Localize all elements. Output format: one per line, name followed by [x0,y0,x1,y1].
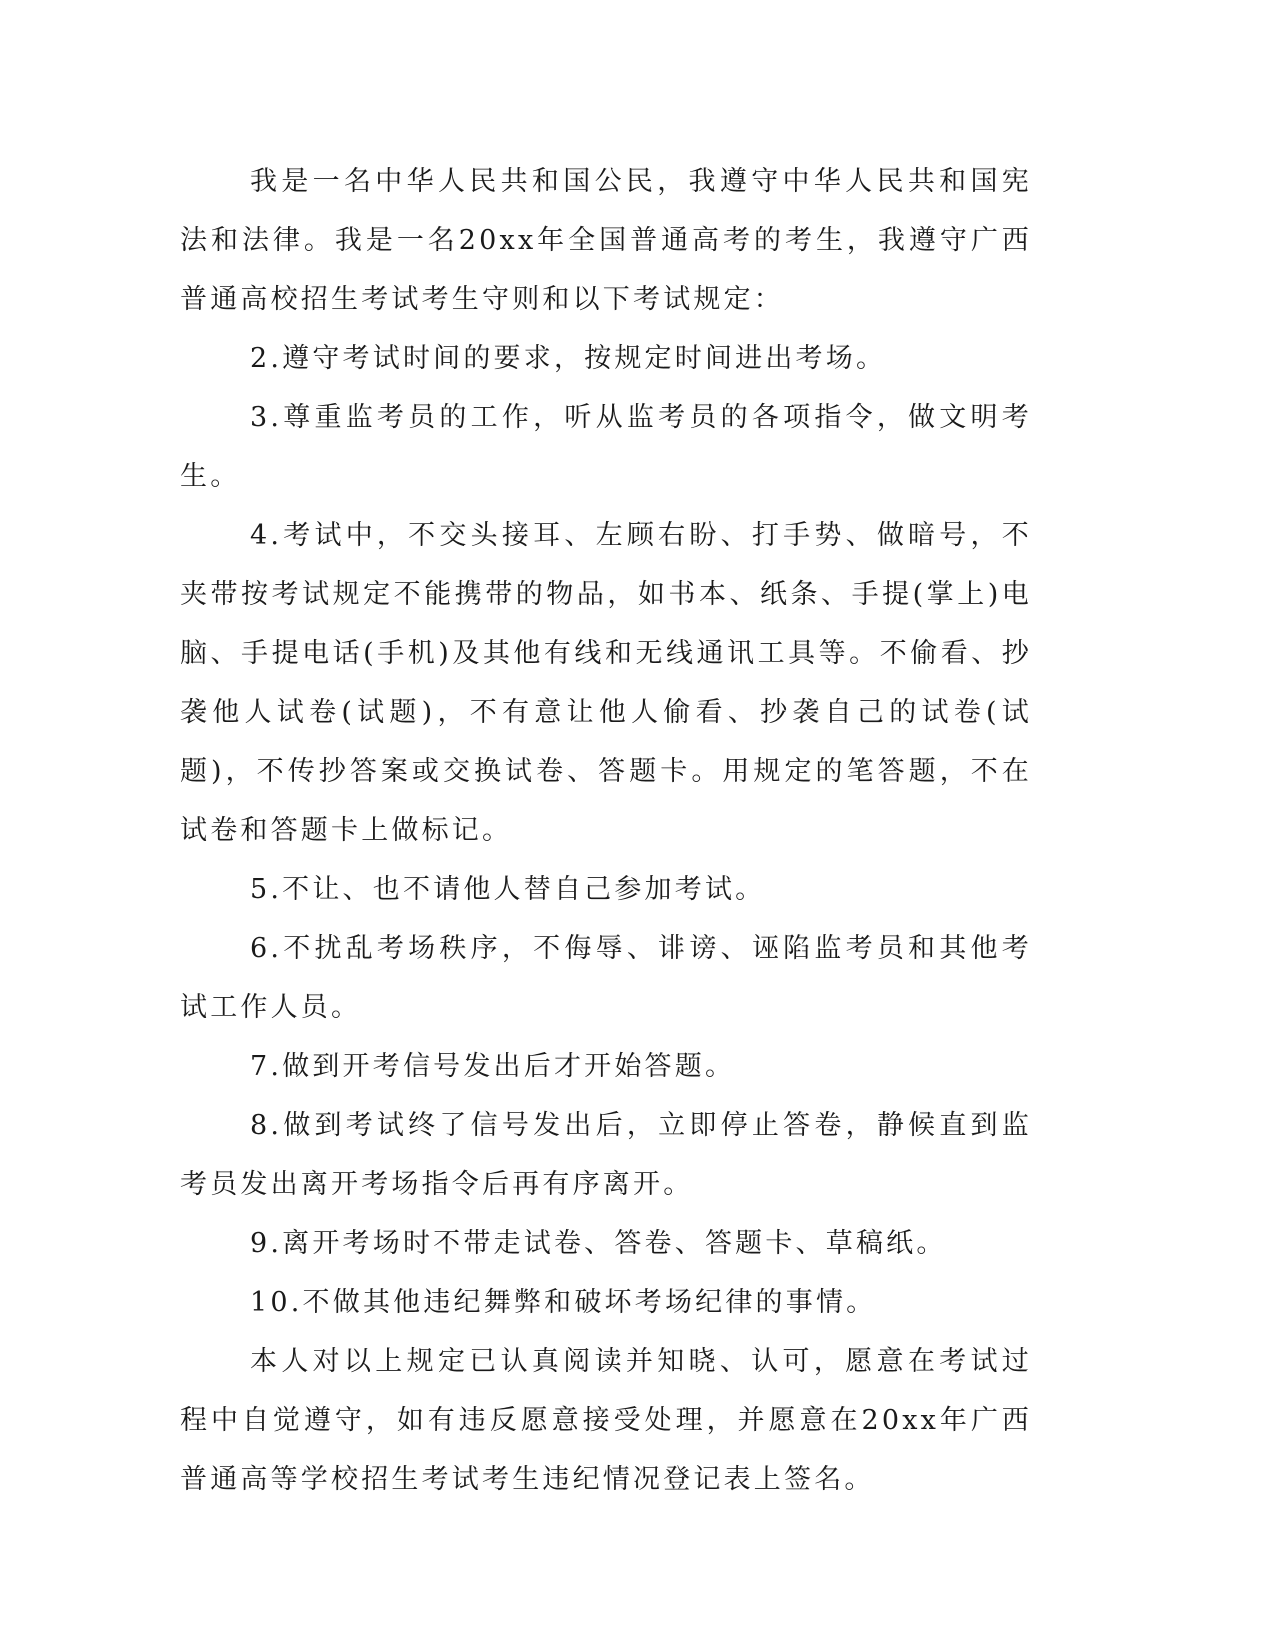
paragraph-rule-9: 9.离开考场时不带走试卷、答卷、答题卡、草稿纸。 [250,1228,947,1259]
paragraph-rule-5: 5.不让、也不请他人替自己参加考试。 [250,874,766,905]
paragraph-rule-10: 10.不做其他违纪舞弊和破坏考场纪律的事情。 [250,1287,877,1318]
paragraph-rule-3: 3.尊重监考员的工作，听从监考员的各项指令，做文明考生。 [180,402,1032,492]
paragraph-rule-2: 2.遵守考试时间的要求，按规定时间进出考场。 [250,343,887,374]
paragraph-rule-8: 8.做到考试终了信号发出后，立即停止答卷，静候直到监考员发出离开考场指令后再有序离开。 [180,1110,1032,1200]
paragraph-rule-6: 6.不扰乱考场秩序，不侮辱、诽谤、诬陷监考员和其他考试工作人员。 [180,933,1032,1023]
paragraph-rule-7: 7.做到开考信号发出后才开始答题。 [250,1051,736,1082]
paragraph-rule-4: 4.考试中，不交头接耳、左顾右盼、打手势、做暗号，不夹带按考试规定不能携带的物品，如书本、纸条、手提(掌上)电脑、手提电话(手机)及其他有线和无线通讯工具等。不偷看、抄袭他人试卷(试题)，不有意让他人偷看、抄袭自己的试卷(试题)，不传抄答案或交换试卷、答题卡。用规定的笔答题，不在试卷和答题卡上做标记。 [180,520,1032,846]
paragraph-pledge-intro: 我是一名中华人民共和国公民，我遵守中华人民共和国宪法和法律。我是一名20xx年全国普通高考的考生，我遵守广西普通高校招生考试考生守则和以下考试规定： [180,166,1032,315]
document-body [180,152,1032,1509]
paragraph-pledge-closing: 本人对以上规定已认真阅读并知晓、认可，愿意在考试过程中自觉遵守，如有违反愿意接受处理，并愿意在20xx年广西普通高等学校招生考试考生违纪情况登记表上签名。 [180,1346,1032,1495]
